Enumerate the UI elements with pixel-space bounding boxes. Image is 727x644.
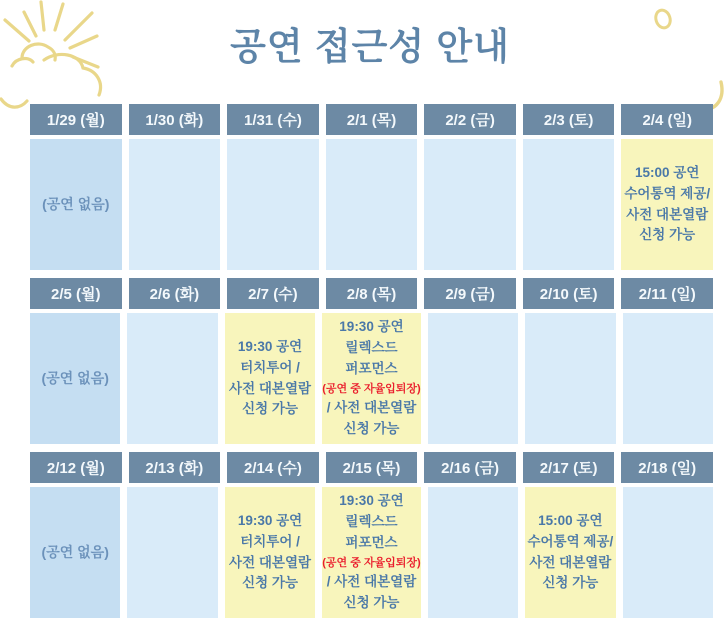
cell-text: 19:30 공연 (339, 318, 404, 334)
day-cell (129, 139, 221, 270)
day-cell (326, 139, 418, 270)
day-cell (428, 313, 518, 444)
day-cell (30, 313, 120, 444)
cell-text: 사전 대본열람 (529, 554, 612, 570)
day-cell (525, 487, 615, 618)
day-cell (322, 487, 420, 618)
day-cell (621, 139, 713, 270)
date-header: 2/2 (금) (424, 104, 516, 135)
cell-text: / 사전 대본열람 (326, 574, 417, 590)
cell-text: 15:00 공연 (635, 164, 700, 180)
cell-text: 신청 가능 (542, 575, 599, 591)
cell-text: 수어통역 제공/ (527, 533, 614, 549)
week-3-content-row (30, 487, 713, 618)
day-cell (127, 487, 217, 618)
cell-text: 터치투어 / (240, 533, 300, 549)
day-cell (127, 313, 217, 444)
day-cell (623, 487, 713, 618)
warning-text: (공연 중 자율입퇴장) (322, 382, 421, 395)
day-cell (30, 139, 122, 270)
day-cell (525, 313, 615, 444)
date-header: 2/7 (수) (227, 278, 319, 309)
date-header: 1/29 (월) (30, 104, 122, 135)
day-cell (225, 487, 315, 618)
day-cell (428, 487, 518, 618)
date-header: 2/16 (금) (424, 452, 516, 483)
date-header: 2/18 (일) (621, 452, 713, 483)
date-header: 2/1 (목) (326, 104, 418, 135)
cell-text: (공연 없음) (41, 543, 109, 560)
page-title: 공연 접근성 안내 (230, 26, 510, 67)
week-3-date-row (30, 452, 713, 483)
day-cell (322, 313, 420, 444)
day-cell (225, 313, 315, 444)
date-header: 2/4 (일) (621, 104, 713, 135)
cell-text: (공연 없음) (42, 195, 110, 212)
cell-text: 15:00 공연 (538, 512, 603, 528)
date-header: 1/30 (화) (129, 104, 221, 135)
week-2-date-row (30, 278, 713, 309)
day-cell (424, 139, 516, 270)
date-header: 2/12 (월) (30, 452, 122, 483)
cell-text: 신청 가능 (343, 421, 400, 437)
cell-text: 사전 대본열람 (229, 554, 312, 570)
cell-text: 사전 대본열람 (626, 206, 709, 222)
date-header: 2/6 (화) (129, 278, 221, 309)
day-cell (523, 139, 615, 270)
cell-text: 터치투어 / (240, 359, 300, 375)
week-1-content-row (30, 139, 713, 270)
date-header: 2/3 (토) (523, 104, 615, 135)
day-cell (227, 139, 319, 270)
cell-text: 퍼포먼스 (345, 534, 398, 550)
date-header: 2/8 (목) (326, 278, 418, 309)
cell-text: 신청 가능 (242, 575, 299, 591)
schedule-table (30, 104, 713, 626)
date-header: 2/9 (금) (424, 278, 516, 309)
cell-text: (공연 없음) (41, 369, 109, 386)
cell-text: 신청 가능 (639, 227, 696, 243)
cell-text: 신청 가능 (242, 401, 299, 417)
cell-text: 신청 가능 (343, 595, 400, 611)
cell-text: 릴렉스드 (345, 513, 398, 529)
date-header: 2/11 (일) (621, 278, 713, 309)
cell-text: / 사전 대본열람 (326, 400, 417, 416)
date-header: 2/14 (수) (227, 452, 319, 483)
warning-text: (공연 중 자율입퇴장) (322, 556, 421, 569)
cell-text: 사전 대본열람 (229, 380, 312, 396)
date-header: 2/10 (토) (523, 278, 615, 309)
date-header: 2/17 (토) (523, 452, 615, 483)
cell-text: 릴렉스드 (345, 339, 398, 355)
date-header: 2/5 (월) (30, 278, 122, 309)
date-header: 2/15 (목) (326, 452, 418, 483)
date-header: 2/13 (화) (129, 452, 221, 483)
cell-text: 19:30 공연 (237, 512, 303, 528)
week-2-content-row (30, 313, 713, 444)
cell-text: 퍼포먼스 (345, 360, 398, 376)
day-cell (623, 313, 713, 444)
date-header: 1/31 (수) (227, 104, 319, 135)
week-1-date-row (30, 104, 713, 135)
cell-text: 19:30 공연 (339, 492, 404, 508)
day-cell (30, 487, 120, 618)
cell-text: 19:30 공연 (237, 338, 303, 354)
cell-text: 수어통역 제공/ (624, 185, 711, 201)
